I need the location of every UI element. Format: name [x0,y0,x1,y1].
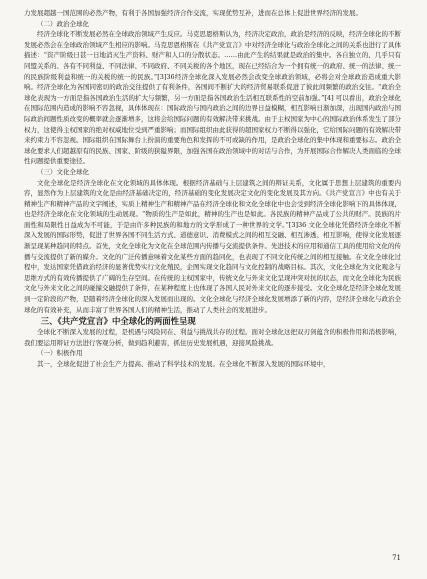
paragraph: 全球化不断深入发展的过程，是机遇与风险同在、利益与挑战共存的过程。面对全球化这把双刃剑蕴含的积极作用和消极影响，我们要运用辩证方法进行客观分析，做到趋利避害，抓住历史发展机遇，迎接风险挑战。 [24,328,401,347]
page-number: 71 [392,554,401,562]
subheading-positive-effects: （一）积极作用 [37,349,83,358]
article-body [24,8,401,370]
subheading-political-globalization: （二）政治全球化 [37,19,89,28]
paragraph: 经济全球化不断发展必然在全球政治领域产生反应。马克思恩格斯认为，经济决定政治，政治是经济的反映，经济全球化的不断发展必然会在全球政治领域产生相应的影响。马克思恩格斯在《共产党宣言》中对经济全球化与政治全球化之间的关系也进行了具体描述：“资产阶级日甚一日地消灭生产资料、财产和人口的分散状态。……由此产生的结果就是政治的集中。各自独立的、几乎只有同盟关系的、各有不同利益、不同法律、不同政府、不同关税的各个地区，现在已经结合为一个拥有统一的政府、统一的法律、统一的民族阶级利益和统一的关税的统一的民族。”[3]36经济全球化深入发展必然会改变全球政治领域，必将会对全球政治造成重大影响。经济全球化为各国同密切的政治交往提供了有利条件，各国间不断扩大的经济贸易联系促进了彼此间频繁的政治交往。“政治全球化表现为一方面是指各国政治生活的扩大与频繁，另一方面是指各国政治生活相互联系性的空前加强。”[4] 可以看出，政治全球化在国际范围内造成的影响不容忽视，具体体现在：国际政治与国内政治之间的边界日益模糊，相互影响日渐加深，出现国内政治与国际政治间题性质改变的概率就会逐渐增多，这将会给国际问题的有效解决带来挑战。由于主权国家为中心的国际政治体系发生了部分权力，这使得主权国家的绝对权威地位受到严重影响；而国际组织由此获得的超国家权力不断得以强化，它给国际问题的有效解决带来约束力不容忽视。国际组织在国际舞台上扮演的重要角色和发挥的不可或缺的作用，是政治全球化的集中体现和重要标志。政治全球化要求人们超越原有的民族、国家、阶级的狭隘界限，加强各国在政治领域中的对话与合作，为开展国际合作解决人类面临的全球性问题提供重要途径。 [24,30,401,166]
paragraph: 其一，全球化促进了社会生产力提高、推动了科学技术的发展。在全球化不断深入发展的国际环境中， [37,360,330,368]
section-heading: 三、《共产党宣言》中全球化的两面性呈现 [40,316,196,327]
subheading-cultural-globalization: （三）文化全球化 [37,167,89,176]
paragraph: 文化全球化是经济全球化在文化领域的具体体现。根据经济基础与上层建筑之间的辩证关系，文化属于思想上层建筑的重要内容，显然作为上层建筑的文化是由经济基础决定的，经济基础的变化发展决定文化的变化发展及其方向。《共产党宣言》中也有关于精神生产和精神产品的文字阐述，实质上精神生产和精神产品在经济全球化和文化全球化中也会受到经济全球化影响下的具体体现，也是经济全球化在文化领域的生动展现。“物质的生产是如此，精神的生产也是如此。各民族的精神产品成了公共的财产。民族的片面性和局限性日益成为不可能，于是由许多种民族的和地方的文学形成了一种世界的文学。”[3]36 文化全球化凭借经济全球化不断深入发展的国际形势，促进了世界各国不同生活方式、道德意识、消费模式之间的相互交融、相互渗透、相互影响，使得文化发展逐渐呈现某种趋同的特点。首先，文化全球化为文化在全球范围内传播与交流提供条件。先进技术的应用和通信工具的使用给文化的传播与交流提供了新的媒介。文化的广泛传播意味着文化某些方面的趋同化，也表现了不同文化传统之间的相互接触。在文化全球化过程中，发达国家凭借政治经济的显著优势实行文化殖民，企图实现文化趋同与文化控制的战略目标。其次，文化全球化为文化观念与思维方式的有效传播提供了广阔的生存空间。在传统的主权国家中，传统文化与外来文化呈现冲突对抗的状态，而文化全球化为民族文化与外来文化之间的碰撞交融提供了条件，在某种程度上也体现了各国人民对外来文化的逐步接受。文化全球化是经济全球化发展到一定阶段的产物，是随着经济全球化的深入发展而出现的。文化全球化与经济全球化发展增添了新的内容，是经济全球化与政治全球化的有效补充，从而丰富了世界各国人们的精神生活，推动了人类社会的发展进步。 [24,178,401,314]
paragraph: 力发展超越一国范围的必然产物，有利于各国加强经济合作交流，实现优势互补，进而在总体上促进世界经济的发展。 [24,9,362,17]
